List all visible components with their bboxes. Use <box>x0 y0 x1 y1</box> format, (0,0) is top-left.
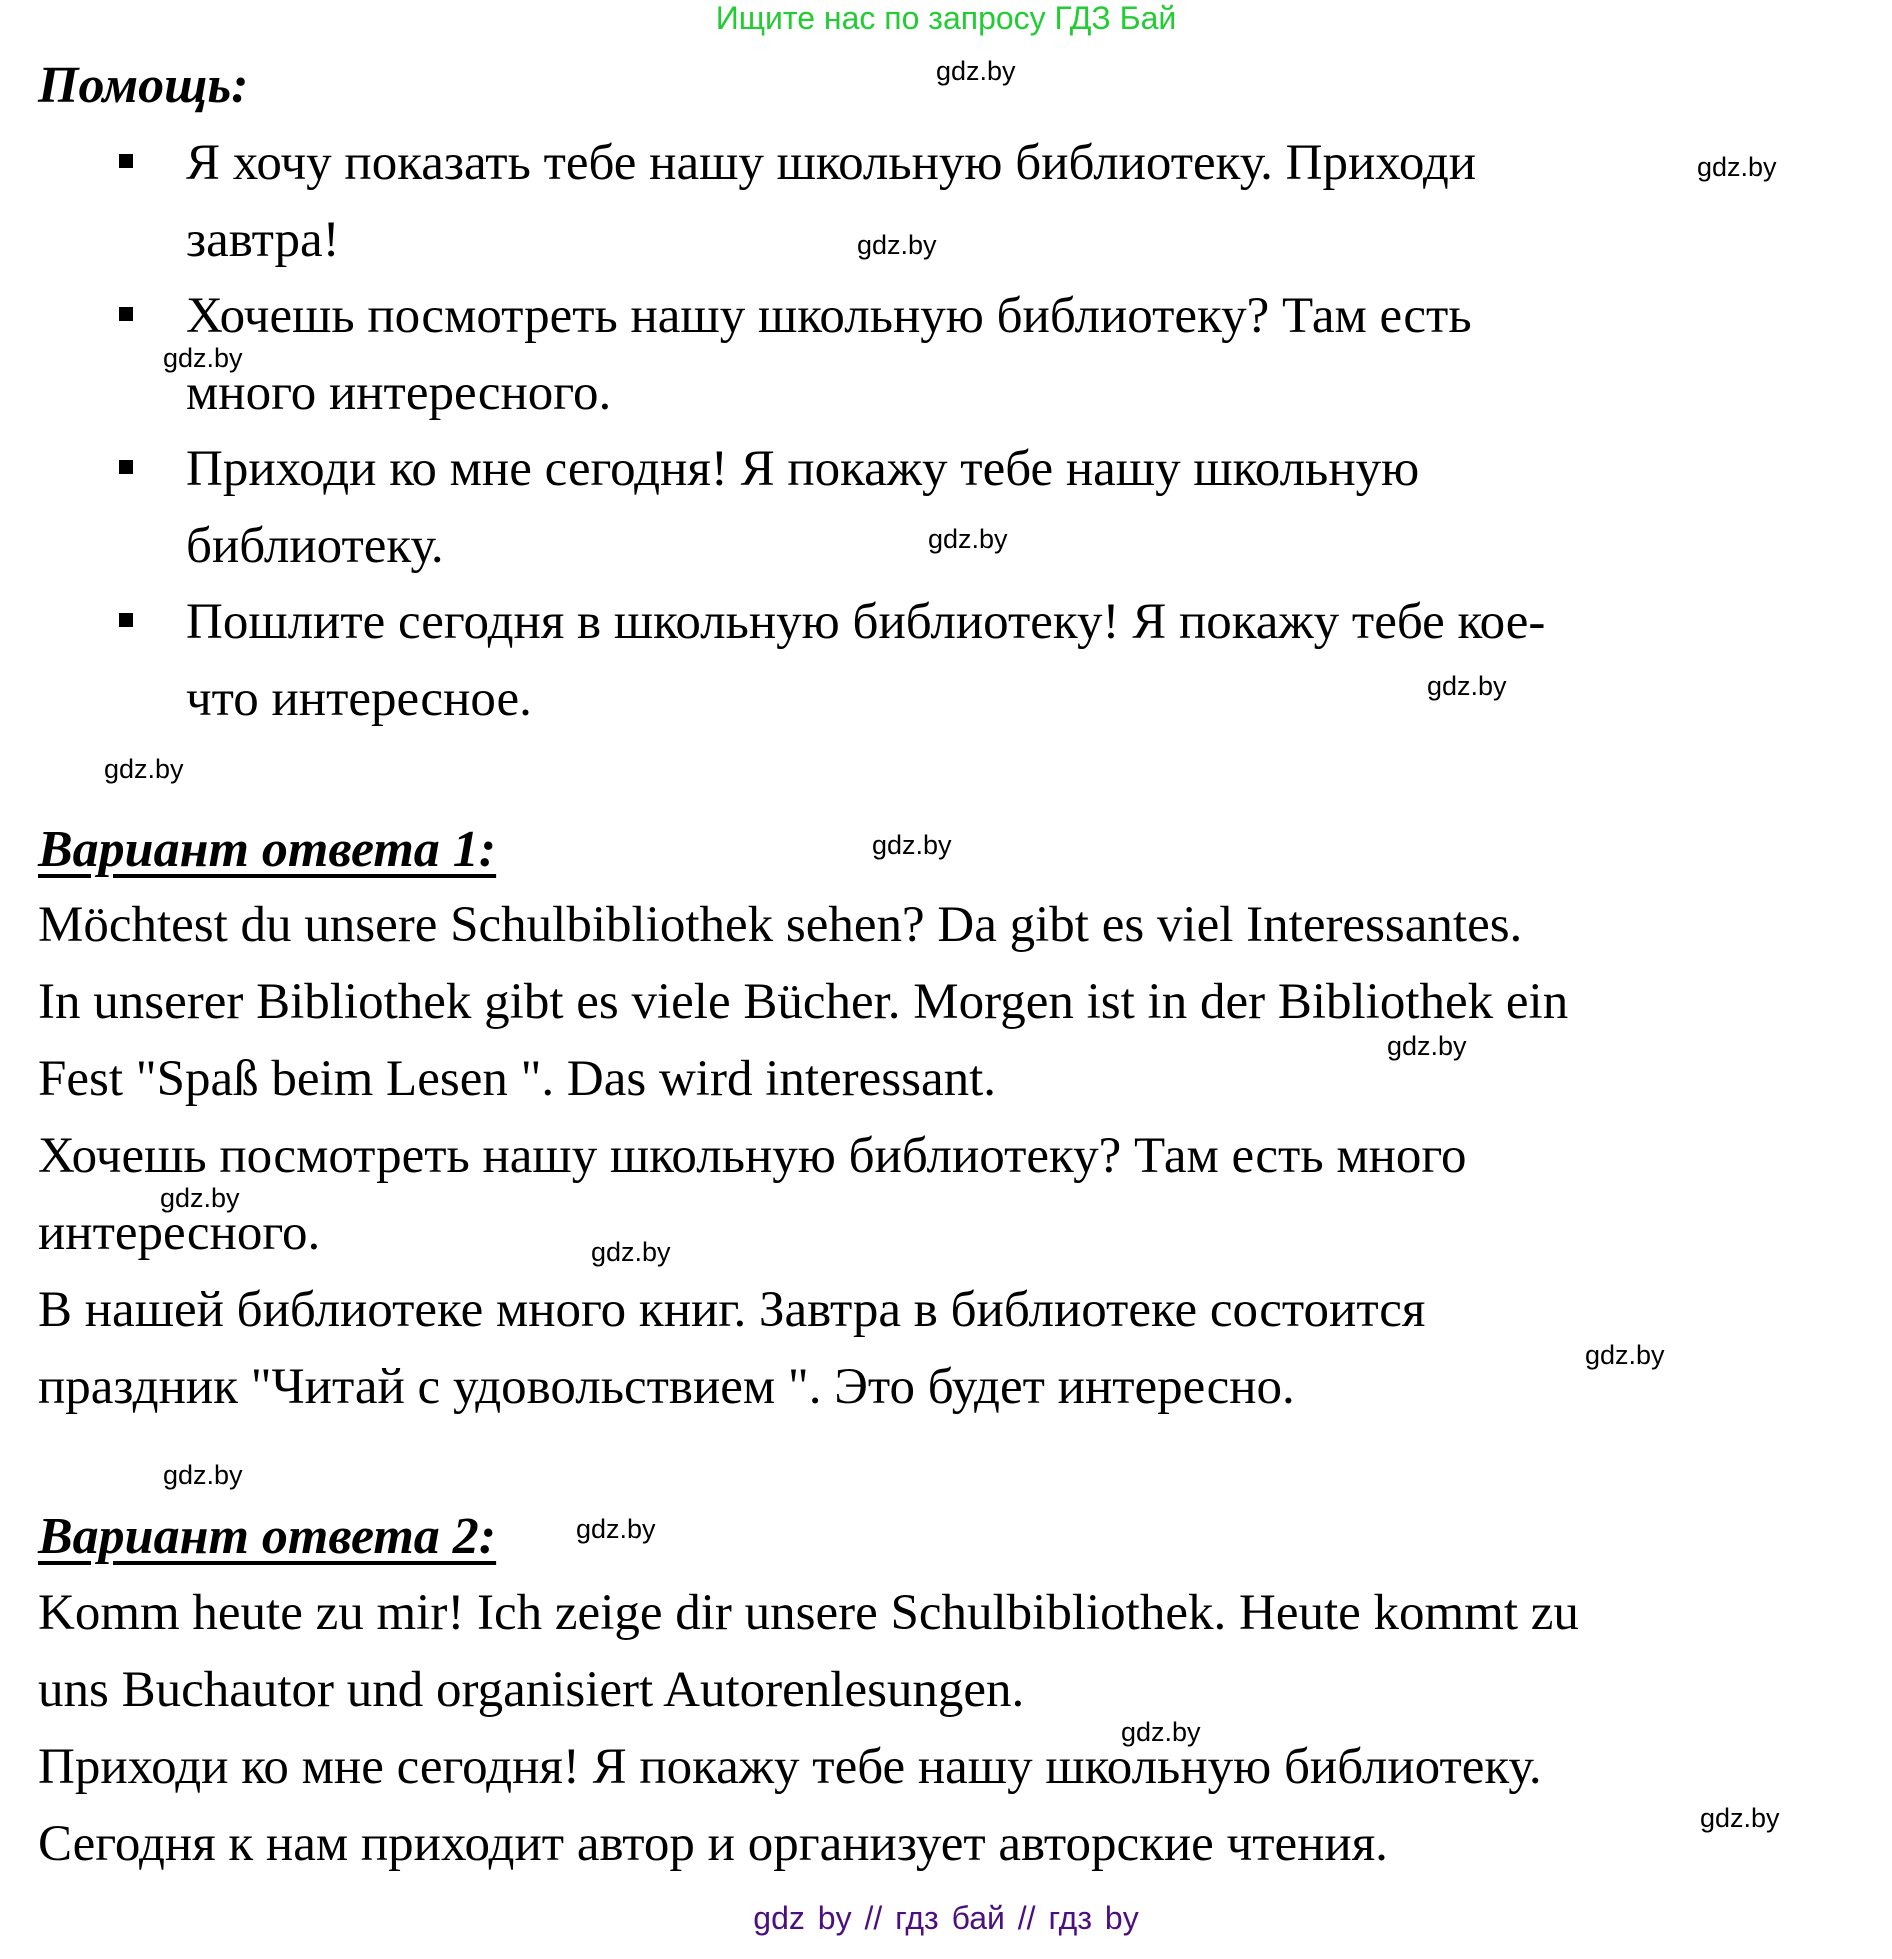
watermark: gdz.by <box>576 1514 656 1544</box>
answer-1-line-7: праздник "Читай с удовольствием ". Это будет интересно. <box>38 1359 1295 1415</box>
answer-1-line-5: интересного. <box>38 1205 321 1261</box>
answer-1-heading: Вариант ответа 1: <box>38 821 497 878</box>
answer-1-line-6: В нашей библиотеке много книг. Завтра в библиотеке состоится <box>38 1282 1426 1338</box>
help-item-4-line-2: что интересное. <box>186 671 532 727</box>
watermark: gdz.by <box>872 830 952 860</box>
answer-2-line-1: Komm heute zu mir! Ich zeige dir unsere Schulbibliothek. Heute kommt zu <box>38 1585 1579 1641</box>
help-item-3-line-2: библиотеку. <box>186 518 444 574</box>
watermark: gdz.by <box>591 1237 671 1267</box>
bullet-icon <box>119 307 133 321</box>
watermark: gdz.by <box>928 524 1008 554</box>
bullet-icon <box>119 154 133 168</box>
watermark: gdz.by <box>163 1460 243 1490</box>
watermark: gdz.by <box>1427 671 1507 701</box>
help-item-2-line-2: много интересного. <box>186 365 612 421</box>
watermark: gdz.by <box>104 754 184 784</box>
answer-2-line-3: Приходи ко мне сегодня! Я покажу тебе нашу школьную библиотеку. <box>38 1739 1542 1795</box>
answer-2-line-4: Сегодня к нам приходит автор и организует авторские чтения. <box>38 1816 1388 1872</box>
answer-1-line-4: Хочешь посмотреть нашу школьную библиотеку? Там есть много <box>38 1128 1467 1184</box>
answer-2-heading: Вариант ответа 2: <box>38 1508 497 1565</box>
footer-links[interactable]: gdz by // гдз бай // гдз by <box>753 1900 1139 1936</box>
watermark: gdz.by <box>1585 1340 1665 1370</box>
answer-1-line-1: Möchtest du unsere Schulbibliothek sehen? Da gibt es viel Interessantes. <box>38 897 1523 953</box>
answer-1-line-2: In unserer Bibliothek gibt es viele Bücher. Morgen ist in der Bibliothek ein <box>38 974 1569 1030</box>
answer-2-line-2: uns Buchautor und organisiert Autorenlesungen. <box>38 1662 1025 1718</box>
help-item-1-line-2: завтра! <box>186 212 340 268</box>
answer-1-line-3: Fest "Spaß beim Lesen ". Das wird interessant. <box>38 1051 997 1107</box>
help-item-4-line-1: Пошлите сегодня в школьную библиотеку! Я покажу тебе кое- <box>186 594 1546 650</box>
watermark: gdz.by <box>1387 1031 1467 1061</box>
watermark: gdz.by <box>1700 1803 1780 1833</box>
help-item-3-line-1: Приходи ко мне сегодня! Я покажу тебе нашу школьную <box>186 441 1420 497</box>
watermark: gdz.by <box>1121 1717 1201 1747</box>
help-heading: Помощь: <box>38 57 249 114</box>
watermark: gdz.by <box>936 56 1016 86</box>
watermark: gdz.by <box>163 343 243 373</box>
bullet-icon <box>119 460 133 474</box>
watermark: gdz.by <box>160 1183 240 1213</box>
bullet-icon <box>119 613 133 627</box>
watermark: gdz.by <box>857 230 937 260</box>
help-item-2-line-1: Хочешь посмотреть нашу школьную библиотеку? Там есть <box>186 288 1472 344</box>
help-item-1-line-1: Я хочу показать тебе нашу школьную библиотеку. Приходи <box>186 135 1477 191</box>
search-banner[interactable]: Ищите нас по запросу ГДЗ Бай <box>715 0 1177 36</box>
watermark: gdz.by <box>1697 152 1777 182</box>
